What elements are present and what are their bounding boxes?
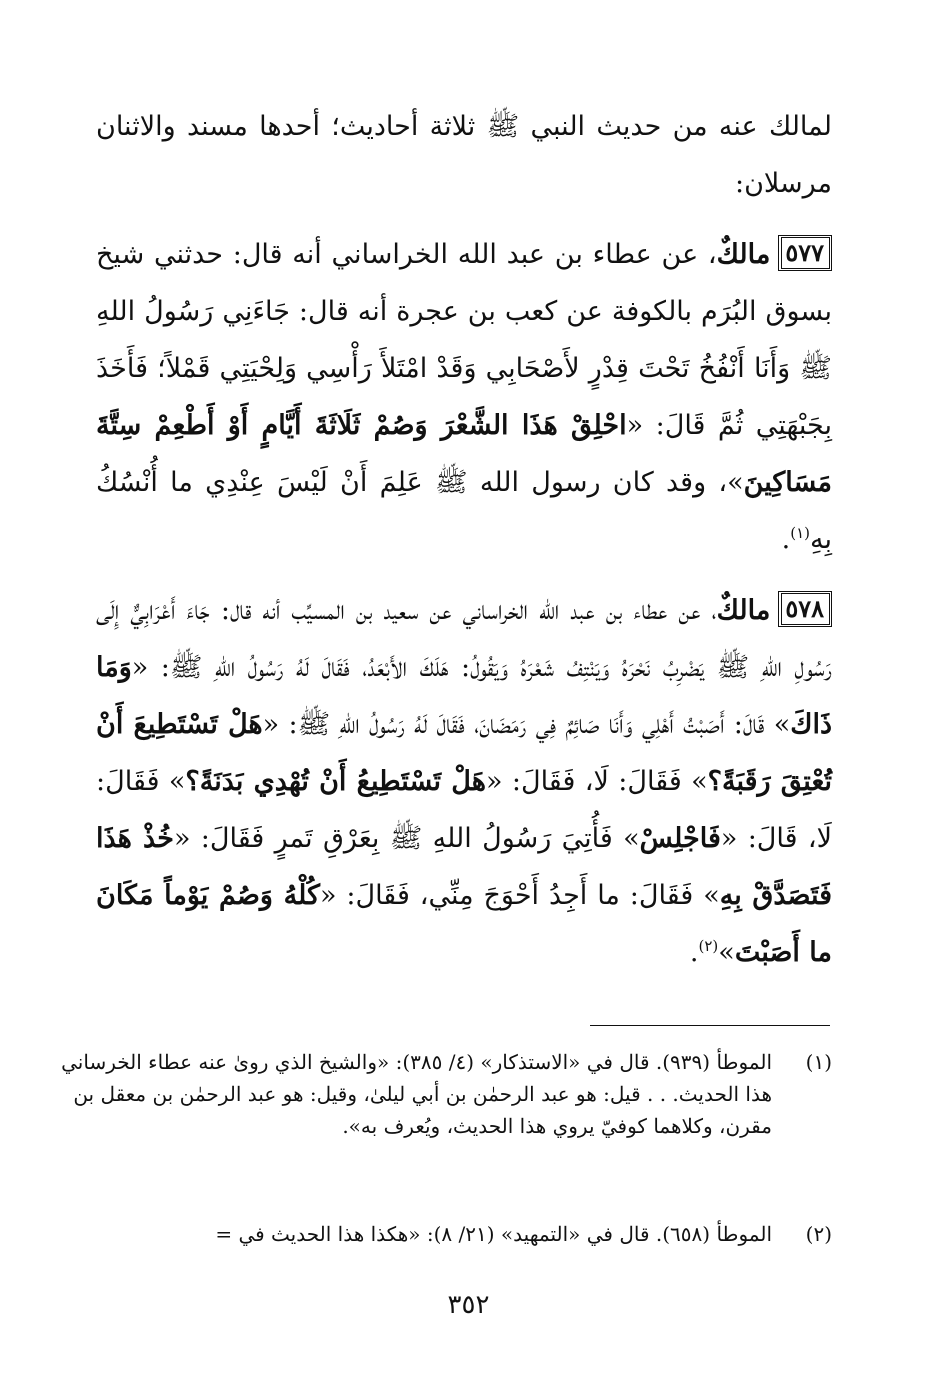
narrator-name: مالكٌ <box>716 239 771 270</box>
full-stop: . <box>689 937 699 968</box>
hadith-577-text: ، عن عطاء بن عبد الله الخراساني أنه قال: حدثني شيخ بسوق البُرَم بالكوفة عن كعب بن عجرة أنه قال: جَاءَنِي رَسُولُ اللهِ ﷺ وَأَنَا أَنْفُخُ تَحْتَ قِدْرٍ لأَصْحَابِي وَقَدْ امْتَلأَ رَأْسِي وَلِحْيَتِي قَمْلاً؛ فَأَخَذَ بِجَبْهَتِي ثُمَّ قَالَ: « <box>96 239 832 441</box>
footnote-number: (٢) <box>805 1222 832 1246</box>
page-number: ٣٥٢ <box>447 1290 490 1320</box>
footnote-text: الموطأ (٩٣٩). قال في «الاستذكار» (٤/ ٣٨٥): «والشيخ الذي روىٰ عنه عطاء الخرساني هذا الحديث. . . قيل: هو عبد الرحمٰن بن أبي ليلىٰ، وقيل: هو عبد الرحمٰن بن معقل بن مقرن، وكلاهما كوفيّ يروي هذا الحديث، ويُعرف به». <box>61 1050 772 1138</box>
prophetic-saying: خُذْ هَذَا فَتَصَدَّقْ بِهِ <box>96 823 833 911</box>
hadith-578-text: » قَالَ: أَصَبْتُ أَهْلِي وَأَنَا صَائِمٌ فِي رَمَضَانَ، فَقَالَ لَهُ رَسُولُ اللهِ ﷺ: « <box>262 709 791 740</box>
footnote-text: الموطأ (٦٥٨). قال في «التمهيد» (٢١/ ٨): «هكذا هذا الحديث في = <box>215 1222 772 1246</box>
hadith-number-577: ٥٧٧ <box>778 235 832 271</box>
prophetic-saying: هَلْ تَسْتَطِيعُ أَنْ تُهْدِي بَدَنَةً؟ <box>185 766 486 797</box>
footnote-ref-2: (٢) <box>698 937 719 955</box>
hadith-578-text: » فَقَالَ: ما أَجِدُ أَحْوَجَ مِنِّي، فَقَالَ: « <box>319 880 720 911</box>
hadith-578 <box>96 582 832 981</box>
prophetic-saying: وَمَا ذَاكَ <box>96 652 833 740</box>
prophetic-saying: كُلْهُ وَصُمْ يَوْماً مَكَانَ ما أَصَبْتَ <box>96 880 832 968</box>
hadith-578-text: » فَأُتِيَ رَسُولُ اللهِ ﷺ بِعَرْقِ تَمرٍ فَقَالَ: « <box>173 823 640 854</box>
footnote-2 <box>60 1218 832 1250</box>
narrator-name: مالكٌ <box>716 595 771 626</box>
footnote-number: (١) <box>805 1050 832 1074</box>
hadith-577-text-cont: »، وقد كان رسول الله ﷺ عَلِمَ أَنْ لَيْسَ عِنْدِي ما أُنْسُكُ بِهِ <box>96 467 832 555</box>
footnote-ref-1: (١) <box>790 524 810 542</box>
full-stop: . <box>781 524 791 555</box>
hadith-578-text: » فَقَالَ: لَا، قَالَ: « <box>96 766 832 854</box>
prophetic-saying: احْلِقْ هَذَا الشَّعْرَ وَصُمْ ثَلَاثَةَ أَيَّامٍ أَوْ أَطْعِمْ سِتَّةَ مَسَاكِينَ <box>96 410 832 498</box>
hadith-number-578: ٥٧٨ <box>778 591 832 627</box>
footnote-separator <box>590 1025 830 1026</box>
footnote-1 <box>60 1046 832 1142</box>
hadith-578-text: ، عن عطاء بن عبد الله الخراساني عن سعيد بن المسيِّب أنه قال: جَاءَ أَعْرَابِيٌّ إِلَى رَسُولِ اللهِ ﷺ يَضْرِبُ نَحْرَهُ وَيَنْتِفُ شَعْرَهُ وَيَقُولُ: هَلَكَ الأَبْعَدُ، فَقَالَ لَهُ رَسُولُ اللهِ ﷺ: « <box>96 595 832 683</box>
hadith-578-text: » <box>718 937 735 968</box>
main-text <box>96 98 832 981</box>
hadith-578-text: » فَقَالَ: لَا، فَقَالَ: « <box>485 766 708 797</box>
hadith-577 <box>96 226 832 568</box>
prophetic-saying: فَاجْلِسْ <box>639 823 721 854</box>
intro-paragraph: لمالك عنه من حديث النبي ﷺ ثلاثة أحاديث؛ أحدها مسند والاثنان مرسلان: <box>96 111 832 199</box>
prophetic-saying: هَلْ تَسْتَطِيعَ أَنْ تُعْتِقَ رَقَبَةً؟ <box>96 709 832 797</box>
